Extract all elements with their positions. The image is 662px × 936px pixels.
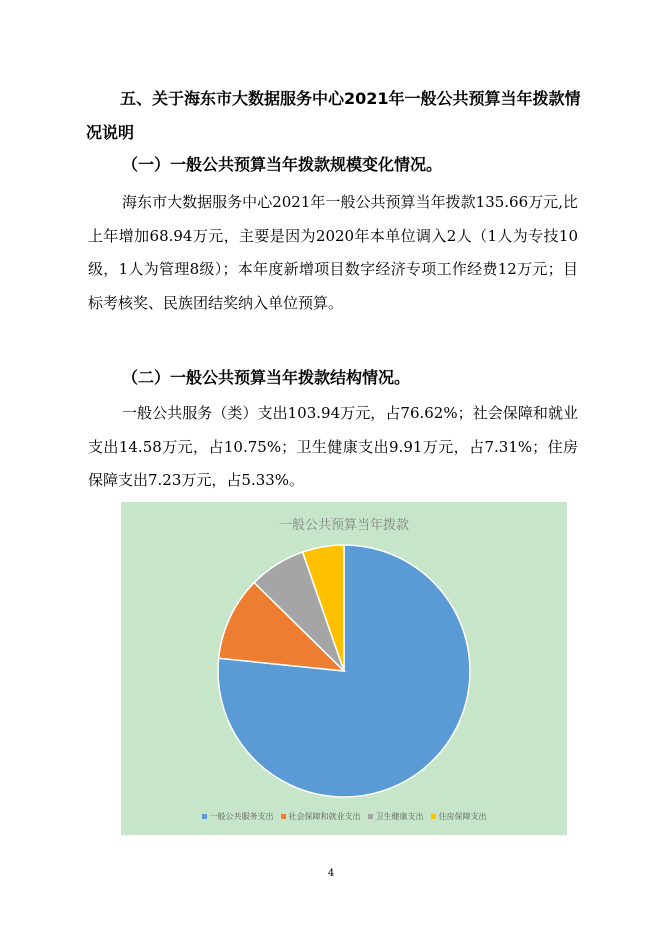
legend-swatch [431,814,436,819]
chart-title: 一般公共预算当年拨款 [278,518,409,533]
legend-item [431,811,487,822]
legend-label: 一般公共服务支出 [209,812,274,821]
legend-swatch [281,814,286,819]
legend-swatch [368,814,373,819]
legend-swatch [202,814,207,819]
page-number: 4 [327,868,335,879]
pie-chart-canvas [121,502,567,835]
pie-chart [121,502,567,835]
legend-item [281,811,361,822]
legend-item [368,811,424,822]
legend-item [202,811,274,822]
paragraph-structure: 一般公共服务（类）支出103.94万元，占76.62%；社会保障和就业支出14.58万元，占10.75%；卫生健康支出9.91万元，占7.31%；住房保障支出7.23万元，占5.33%。 [88,404,578,489]
legend-label: 社会保障和就业支出 [288,812,361,821]
section-heading: 五、关于海东市大数据服务中心2021年一般公共预算当年拨款情况说明 [86,89,581,142]
legend-label: 住房保障支出 [438,812,487,821]
legend-label: 卫生健康支出 [375,812,424,821]
subsection-heading-scale: （一）一般公共预算当年拨款规模变化情况。 [122,155,443,174]
subsection-heading-structure: （二）一般公共预算当年拨款结构情况。 [122,368,411,387]
chart-legend [121,811,567,822]
paragraph-scale: 海东市大数据服务中心2021年一般公共预算当年拨款135.66万元,比上年增加68.94万元，主要是因为2020年本单位调入2人（1人为专技10级，1人为管理8级）；本年度新增项目数字经济专项工作经费12万元；目标考核奖、民族团结奖纳入单位预算。 [88,193,578,312]
